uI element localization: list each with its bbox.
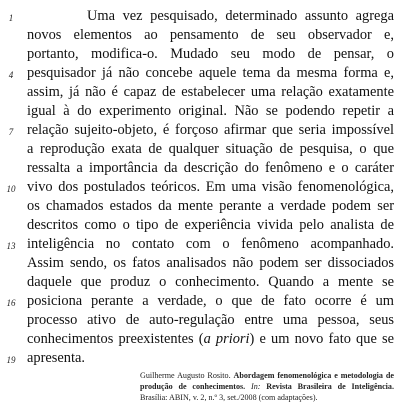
line-number: 13 <box>6 241 16 251</box>
text-line-19 <box>0 348 406 368</box>
citation-in-label: In: <box>251 382 261 391</box>
line-text: Assim sendo, os fatos analisados não podem ser dissociados <box>27 255 394 271</box>
text-line-2 <box>0 25 406 45</box>
line-text: apresenta. <box>27 350 85 366</box>
text-line-18 <box>0 329 406 349</box>
text-line-4 <box>0 63 406 83</box>
line-text: posiciona perante a verdade, o que de fato ocorre é um <box>27 293 394 309</box>
text-line-16 <box>0 291 406 311</box>
line-text: ressalta a importância da descrição do fenômeno e o caráter <box>27 160 394 176</box>
text-line-17 <box>0 310 406 330</box>
line-number: 4 <box>8 70 14 80</box>
text-line-8 <box>0 139 406 159</box>
line-number: 19 <box>6 355 16 365</box>
line-text-before: conhecimentos preexistentes ( <box>27 331 204 347</box>
text-line-12 <box>0 215 406 235</box>
line-text: igual à do experimento original. Não se podendo repetir a <box>27 103 394 119</box>
line-text: os chamados estados da mente perante a verdade podem ser <box>27 198 394 214</box>
text-line-10 <box>0 177 406 197</box>
line-number: 16 <box>6 298 16 308</box>
line-text: processo ativo de auto-regulação entre uma pessoa, seus <box>27 312 394 328</box>
italic-term: a priori <box>203 331 250 347</box>
line-text: assim, já não é capaz de estabelecer uma relação exatamente <box>27 84 394 100</box>
line-number: 1 <box>8 13 14 23</box>
text-line-9 <box>0 158 406 178</box>
citation-title: Abordagem fenomenológica e metodologia de produção de conhecimentos. <box>140 371 394 391</box>
line-text: novos elementos ao pensamento de seu observador e, <box>27 27 394 43</box>
line-text: vivo dos postulados teóricos. Em uma visão fenomenológica, <box>27 179 394 195</box>
text-line-14 <box>0 253 406 273</box>
line-text: pesquisador já não concebe aquele tema da mesma forma e, <box>27 65 394 81</box>
text-line-1 <box>0 6 406 26</box>
line-text: Uma vez pesquisado, determinado assunto agrega <box>87 8 394 24</box>
text-line-6 <box>0 101 406 121</box>
text-line-13 <box>0 234 406 254</box>
citation-journal: Revista Brasileira de Inteligência. <box>266 382 394 391</box>
citation-author: Guilherme Augusto Rosito. <box>140 371 231 380</box>
line-text: portanto, modifica-o. Mudado seu modo de pensar, o <box>27 46 394 62</box>
line-text: daquele que produz o conhecimento. Quando a mente se <box>27 274 394 290</box>
citation-details: Brasília: ABIN, v. 2, n.º 3, set./2008 (com adaptações). <box>140 393 318 402</box>
text-line-5 <box>0 82 406 102</box>
text-line-11 <box>0 196 406 216</box>
line-text <box>27 329 394 349</box>
text-line-7 <box>0 120 406 140</box>
line-text: a reprodução exata de qualquer situação de pesquisa, o que <box>27 141 394 157</box>
source-citation <box>140 370 394 403</box>
line-text: relação sujeito-objeto, é forçoso afirmar que seria impossível <box>27 122 394 138</box>
text-line-3 <box>0 44 406 64</box>
line-number: 10 <box>6 184 16 194</box>
line-text: descritos como o tipo de experiência vivida pelo analista de <box>27 217 394 233</box>
line-text-after: ) e um novo fato que se <box>249 331 394 347</box>
text-line-15 <box>0 272 406 292</box>
line-number: 7 <box>8 127 14 137</box>
line-text: inteligência no contato com o fenômeno acompanhado. <box>27 236 394 252</box>
